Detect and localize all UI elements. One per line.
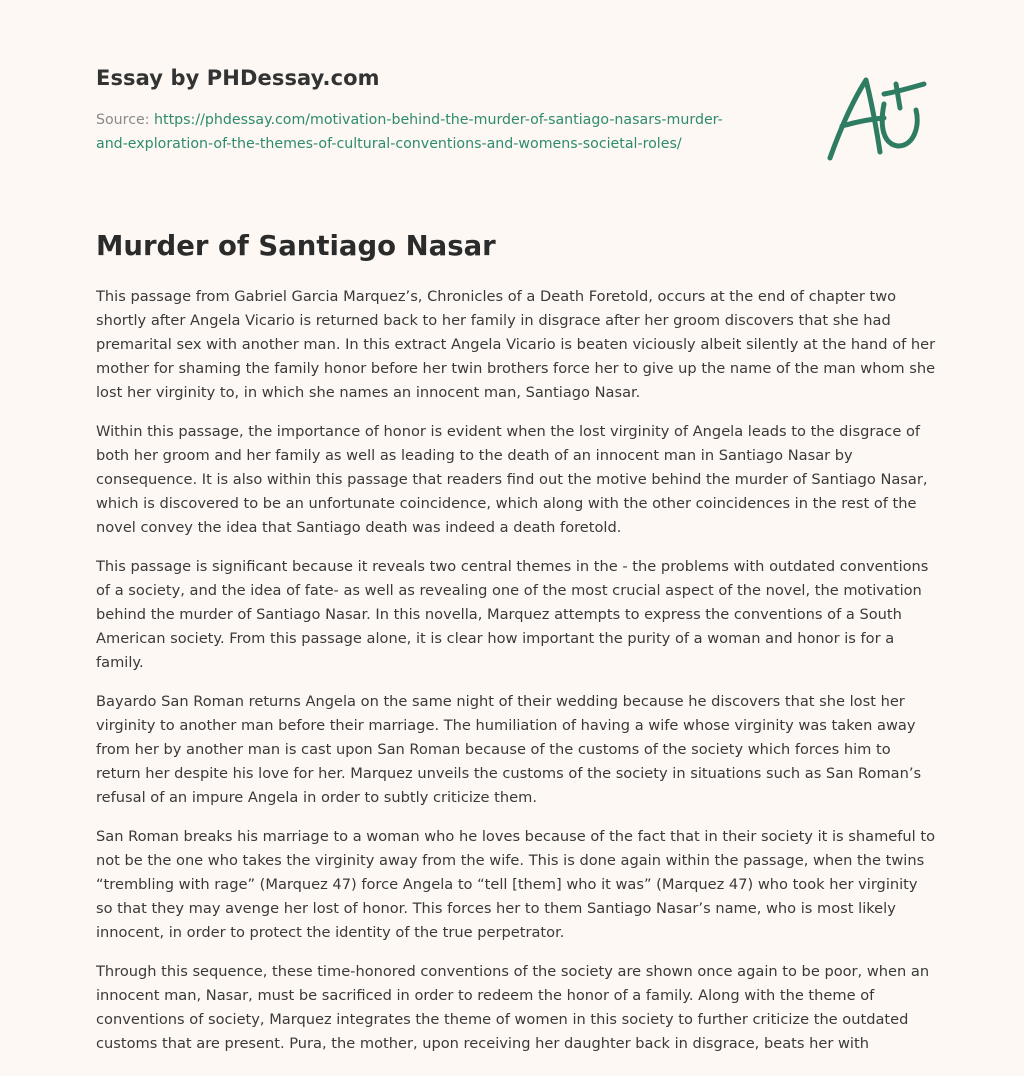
page-header: [96, 62, 796, 156]
essay-paragraph: This passage from Gabriel Garcia Marquez’s, Chronicles of a Death Foretold, occurs at the end of chapter two shortly after Angela Vicario is returned back to her family in disgrace after her groom discovers that she had premarital sex with another man. In this extract Angela Vicario is beaten viciously albeit silently at the hand of her mother for shaming the family honor before her twin brothers force her to give up the name of the man whom she lost her virginity to, in which she names an innocent man, Santiago Nasar.: [96, 288, 936, 401]
essay-paragraph: San Roman breaks his marriage to a woman who he loves because of the fact that in their society it is shameful to not be the one who takes the virginity away from the wife. This is done again within the passage, when the twins “trembling with rage” (Marquez 47) force Angela to “tell [them] who it was” (Marquez 47) who took her virginity so that they may avenge her lost of honor. This forces her to them Santiago Nasar’s name, who is most likely innocent, in order to protect the identity of the true perpetrator.: [96, 828, 936, 941]
essay-body: [96, 285, 938, 1071]
site-title: Essay by PHDessay.com: [96, 66, 380, 90]
essay-paragraph: Through this sequence, these time-honored conventions of the society are shown once again to be poor, when an innocent man, Nasar, must be sacrificed in order to redeem the honor of a family. Along with the theme of conventions of society, Marquez integrates the theme of women in this society to further criticize the outdated customs that are present. Pura, the mother, upon receiving her daughter back in disgrace, beats her with: [96, 963, 930, 1052]
essay-title: Murder of Santiago Nasar: [96, 230, 496, 262]
a-plus-grade-logo: [822, 64, 932, 168]
a-plus-logo-icon: [822, 64, 932, 168]
source-link-line-1: https://phdessay.com/motivation-behind-the-murder-of-santiago-nasars-murder-: [154, 112, 723, 128]
essay-paragraph: Bayardo San Roman returns Angela on the same night of their wedding because he discovers that she lost her virginity to another man before their marriage. The humiliation of having a wife whose virginity was taken away from her by another man is cast upon San Roman because of the customs of the society which forces him to return her despite his love for her. Marquez unveils the customs of the society in situations such as San Roman’s refusal of an impure Angela in order to subtly criticize them.: [96, 693, 922, 806]
source-link[interactable]: [96, 112, 723, 152]
source-line: [96, 108, 796, 156]
source-link-line-2: and-exploration-of-the-themes-of-cultural-conventions-and-womens-societal-roles/: [96, 136, 682, 152]
essay-paragraph: This passage is significant because it reveals two central themes in the - the problems with outdated conventions of a society, and the idea of fate- as well as revealing one of the most crucial aspect of the novel, the motivation behind the murder of Santiago Nasar. In this novella, Marquez attempts to express the conventions of a South American society. From this passage alone, it is clear how important the purity of a woman and honor is for a family.: [96, 558, 929, 671]
source-label: Source:: [96, 112, 150, 128]
essay-paragraph: Within this passage, the importance of honor is evident when the lost virginity of Angela leads to the disgrace of both her groom and her family as well as leading to the death of an innocent man in Santiago Nasar by consequence. It is also within this passage that readers find out the motive behind the murder of Santiago Nasar, which is discovered to be an unfortunate coincidence, which along with the other coincidences in the rest of the novel convey the idea that Santiago death was indeed a death foretold.: [96, 423, 928, 536]
